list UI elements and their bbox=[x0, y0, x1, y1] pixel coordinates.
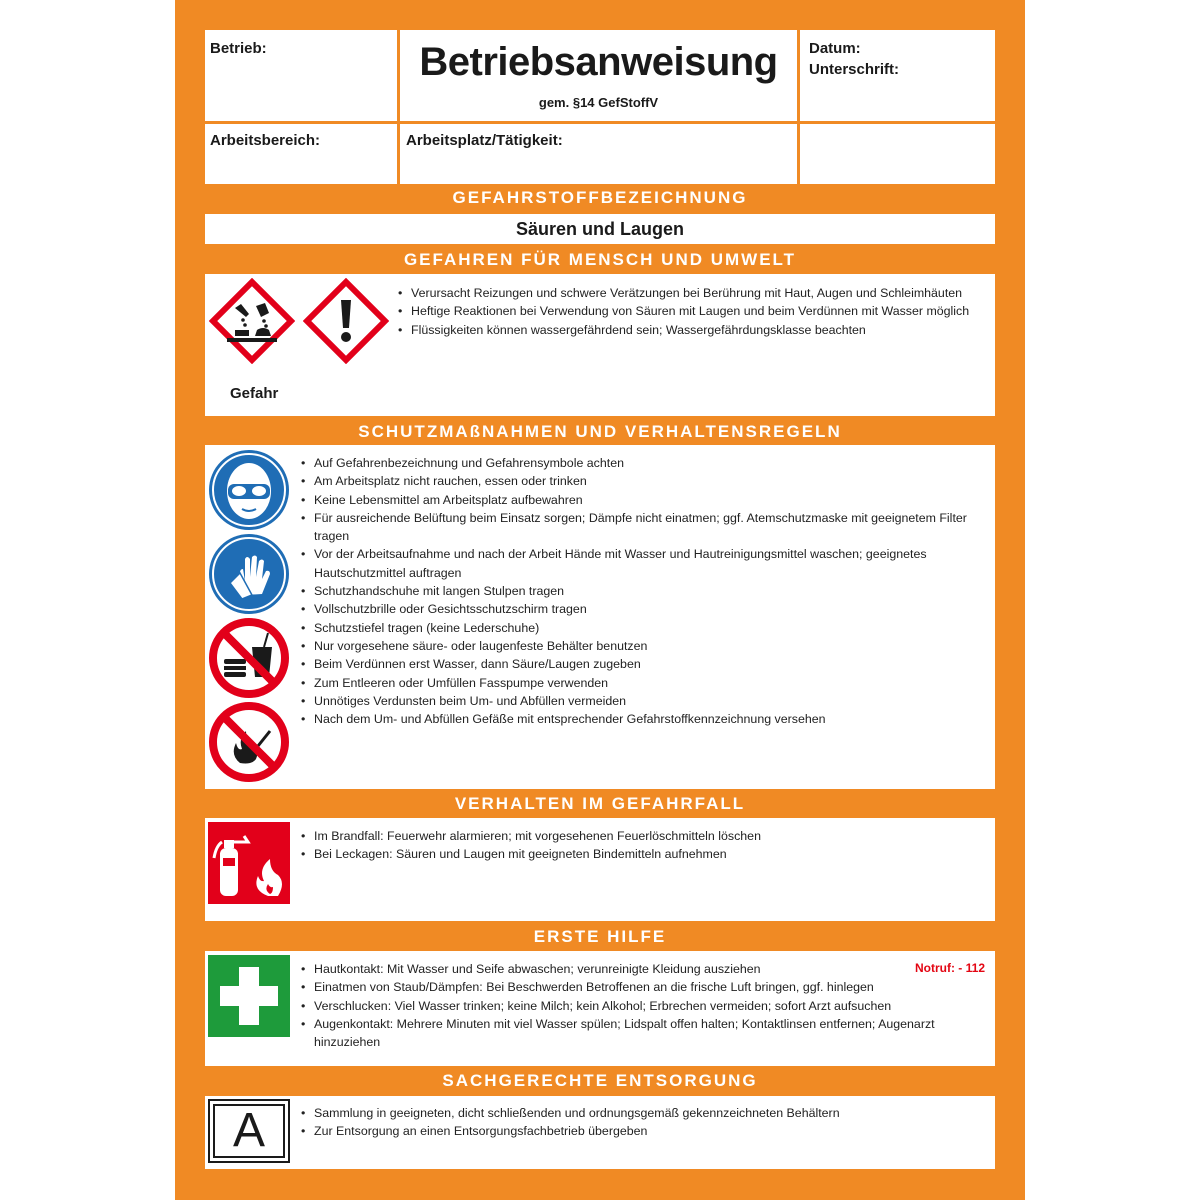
list-item: • Beim Verdünnen erst Wasser, dann Säure/Laugen zugeben bbox=[300, 655, 989, 673]
arbeitsbereich-cell bbox=[205, 124, 397, 184]
list-item: • Sammlung in geeigneten, dicht schließenden und ordnungsgemäß gekennzeichneten Behältern bbox=[300, 1104, 989, 1122]
list-item: • Augenkontakt: Mehrere Minuten mit viel Wasser spülen; Lidspalt offen halten; Kontaktlinsen entfernen; Augenarzt hinzuziehen bbox=[300, 1015, 989, 1052]
arbeitsplatz-cell bbox=[400, 124, 797, 184]
list-item: • Nur vorgesehene säure- oder laugenfeste Behälter benutzen bbox=[300, 637, 989, 655]
schutz-list bbox=[300, 454, 989, 728]
gefahrfall-list bbox=[300, 827, 989, 864]
erste-hilfe-section bbox=[205, 951, 995, 1066]
list-item: • Schutzhandschuhe mit langen Stulpen tragen bbox=[300, 582, 989, 600]
instruction-sheet bbox=[175, 0, 1025, 1200]
title-cell bbox=[400, 30, 797, 121]
list-item: • Bei Leckagen: Säuren und Laugen mit geeigneten Bindemitteln aufnehmen bbox=[300, 845, 989, 863]
corrosive-pictogram-icon bbox=[209, 278, 295, 364]
list-item: • Unnötiges Verdunsten beim Um- und Abfüllen vermeiden bbox=[300, 692, 989, 710]
entsorgung-section bbox=[205, 1096, 995, 1169]
list-item: • Hautkontakt: Mit Wasser und Seife abwaschen; verunreinigte Kleidung ausziehen bbox=[300, 960, 989, 978]
page-subtitle: gem. §14 GefStoffV bbox=[538, 95, 659, 110]
betrieb-label: Betrieb: bbox=[210, 40, 267, 57]
section-heading-erste-hilfe: ERSTE HILFE bbox=[533, 927, 667, 946]
list-item: • Vor der Arbeitsaufnahme und nach der Arbeit Hände mit Wasser und Hautreinigungsmittel waschen; geeignetes Hautschutzmittel auftragen bbox=[300, 545, 989, 582]
substance-name: Säuren und Laugen bbox=[515, 219, 684, 239]
datum-cell bbox=[800, 30, 995, 121]
section-heading-entsorgung: SACHGERECHTE ENTSORGUNG bbox=[442, 1071, 758, 1090]
list-item: • Flüssigkeiten können wassergefährdend sein; Wassergefährdungsklasse beachten bbox=[397, 321, 989, 339]
gloves-icon bbox=[208, 533, 290, 615]
no-eating-drinking-icon bbox=[208, 617, 290, 699]
gefahrfall-section bbox=[205, 818, 995, 921]
page-title: Betriebsanweisung bbox=[419, 40, 778, 84]
list-item: • Am Arbeitsplatz nicht rauchen, essen oder trinken bbox=[300, 472, 989, 490]
empty-cell bbox=[800, 124, 995, 184]
exclamation-pictogram-icon bbox=[303, 278, 389, 364]
list-item: • Vollschutzbrille oder Gesichtsschutzschirm tragen bbox=[300, 600, 989, 618]
list-item: • Zum Entleeren oder Umfüllen Fasspumpe verwenden bbox=[300, 674, 989, 692]
list-item: • Auf Gefahrenbezeichnung und Gefahrensymbole achten bbox=[300, 454, 989, 472]
section-heading-stoff: GEFAHRSTOFFBEZEICHNUNG bbox=[452, 188, 748, 207]
section-heading-schutz: SCHUTZMAßNAHMEN UND VERHALTENSREGELN bbox=[358, 422, 842, 441]
unterschrift-label: Unterschrift: bbox=[809, 61, 900, 78]
erste-hilfe-list bbox=[300, 960, 989, 1051]
list-item: • Im Brandfall: Feuerwehr alarmieren; mit vorgesehenen Feuerlöschmitteln löschen bbox=[300, 827, 989, 845]
no-fire-icon bbox=[208, 701, 290, 783]
signal-word: Gefahr bbox=[230, 385, 279, 402]
list-item: • Nach dem Um- und Abfüllen Gefäße mit entsprechender Gefahrstoffkennzeichnung versehen bbox=[300, 710, 989, 728]
eye-protection-icon bbox=[208, 449, 290, 531]
arbeitsbereich-label: Arbeitsbereich: bbox=[210, 132, 321, 149]
notruf-label: Notruf: - 112 bbox=[914, 961, 985, 975]
first-aid-icon bbox=[208, 955, 290, 1037]
list-item: • Zur Entsorgung an einen Entsorgungsfachbetrieb übergeben bbox=[300, 1122, 989, 1140]
substance-name-box bbox=[205, 214, 995, 244]
list-item: • Verschlucken: Viel Wasser trinken; keine Milch; kein Alkohol; Erbrechen vermeiden; sofort Arzt aufsuchen bbox=[300, 997, 989, 1015]
waste-class-symbol: A bbox=[232, 1104, 265, 1157]
datum-label: Datum: bbox=[809, 40, 861, 57]
list-item: • Schutzstiefel tragen (keine Lederschuhe) bbox=[300, 619, 989, 637]
arbeitsplatz-label: Arbeitsplatz/Tätigkeit: bbox=[406, 132, 563, 149]
section-heading-gefahren: GEFAHREN FÜR MENSCH UND UMWELT bbox=[403, 250, 797, 269]
entsorgung-list bbox=[300, 1104, 989, 1141]
list-item: • Verursacht Reizungen und schwere Verätzungen bei Berührung mit Haut, Augen und Schleimhäuten bbox=[397, 284, 989, 302]
list-item: • Heftige Reaktionen bei Verwendung von Säuren mit Laugen und beim Verdünnen mit Wasser möglich bbox=[397, 302, 989, 320]
gefahren-list bbox=[397, 284, 989, 339]
schutz-section bbox=[205, 445, 995, 789]
fire-extinguisher-icon bbox=[208, 822, 290, 904]
list-item: • Einatmen von Staub/Dämpfen: Bei Beschwerden Betroffenen an die frische Luft bringen, ggf. hinlegen bbox=[300, 978, 989, 996]
list-item: • Für ausreichende Belüftung beim Einsatz sorgen; Dämpfe nicht einatmen; ggf. Atemschutzmaske mit geeignetem Filter tragen bbox=[300, 509, 989, 546]
betrieb-cell bbox=[205, 30, 397, 121]
gefahren-section bbox=[205, 274, 995, 416]
list-item: • Keine Lebensmittel am Arbeitsplatz aufbewahren bbox=[300, 491, 989, 509]
waste-class-a-icon bbox=[208, 1099, 290, 1163]
section-heading-gefahrfall: VERHALTEN IM GEFAHRFALL bbox=[454, 794, 746, 813]
